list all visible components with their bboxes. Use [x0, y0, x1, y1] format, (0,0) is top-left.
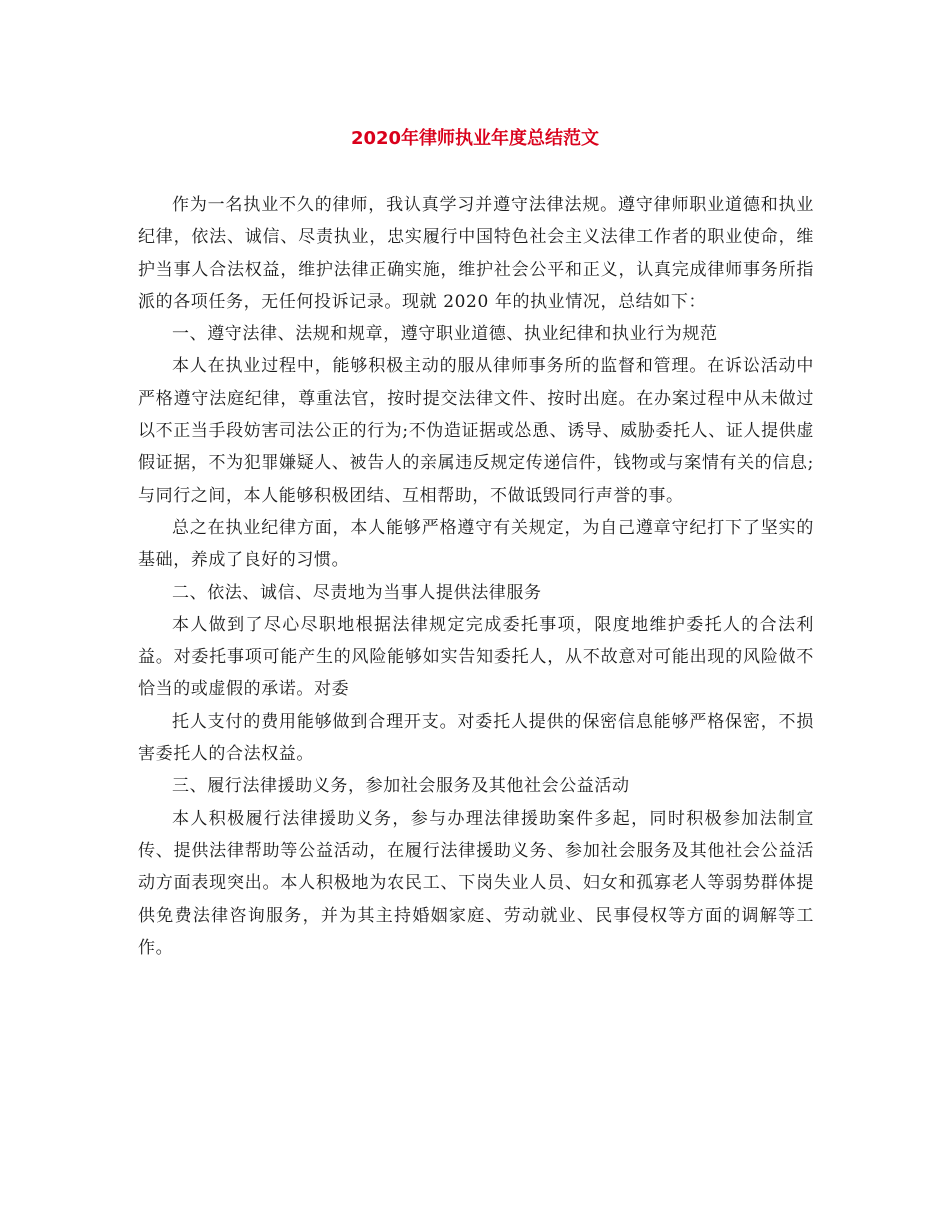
section-heading-3: 三、履行法律援助义务，参加社会服务及其他社会公益活动	[172, 776, 630, 797]
section-heading-2: 二、依法、诚信、尽责地为当事人提供法律服务	[172, 582, 542, 603]
section-heading-1: 一、遵守法律、法规和规章，遵守职业道德、执业纪律和执业行为规范	[172, 324, 718, 345]
page-title: 2020年律师执业年度总结范文	[350, 128, 600, 149]
paragraph-intro: 作为一名执业不久的律师，我认真学习并遵守法律法规。遵守律师职业道德和执业纪律，依法、诚信、尽责执业，忠实履行中国特色社会主义法律工作者的职业使命，维护当事人合法权益，维护法律正确实施，维护社会公平和正义，认真完成律师事务所指派的各项任务，无任何投诉记录。现就 2020 年的执业情况，总结如下：	[138, 195, 814, 312]
paragraph-section-1-summary: 总之在执业纪律方面，本人能够严格遵守有关规定，为自己遵章守纪打下了坚实的基础，养成了良好的习惯。	[138, 517, 814, 571]
paragraph-section-3-body: 本人积极履行法律援助义务，参与办理法律援助案件多起，同时积极参加法制宣传、提供法律帮助等公益活动，在履行法律援助义务、参加社会服务及其他社会公益活动方面表现突出。本人积极地为农民工、下岗失业人员、妇女和孤寡老人等弱势群体提供免费法律咨询服务，并为其主持婚姻家庭、劳动就业、民事侵权等方面的调解等工作。	[138, 808, 814, 958]
paragraph-section-2-continued: 托人支付的费用能够做到合理开支。对委托人提供的保密信息能够严格保密，不损害委托人的合法权益。	[138, 711, 814, 765]
document-body	[138, 189, 814, 964]
paragraph-section-2-body: 本人做到了尽心尽职地根据法律规定完成委托事项，限度地维护委托人的合法利益。对委托事项可能产生的风险能够如实告知委托人，从不故意对可能出现的风险做不恰当的或虚假的承诺。对委	[138, 614, 814, 700]
paragraph-section-1-body: 本人在执业过程中，能够积极主动的服从律师事务所的监督和管理。在诉讼活动中严格遵守法庭纪律，尊重法官，按时提交法律文件、按时出庭。在办案过程中从未做过以不正当手段妨害司法公正的行为;不伪造证据或怂恿、诱导、威胁委托人、证人提供虚假证据，不为犯罪嫌疑人、被告人的亲属违反规定传递信件，钱物或与案情有关的信息;与同行之间，本人能够积极团结、互相帮助，不做诋毁同行声誉的事。	[138, 356, 814, 506]
